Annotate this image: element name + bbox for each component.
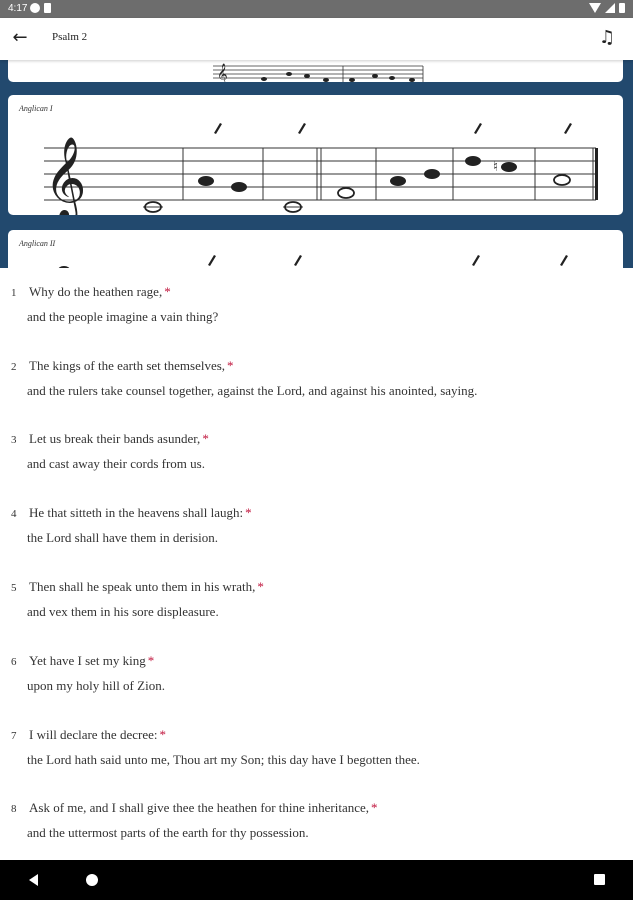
pointing-star: * (371, 800, 378, 815)
verse-8 (11, 800, 378, 841)
verse-number: 8 (11, 803, 17, 815)
verse-line-2: upon my holy hill of Zion. (27, 678, 165, 693)
verse-number: 1 (11, 287, 17, 299)
verse-1 (11, 284, 218, 325)
back-arrow-icon[interactable]: ← (12, 27, 28, 48)
verse-line-2: and vex them in his sore displeasure. (27, 604, 219, 619)
verse-line-2: the Lord hath said unto me, Thou art my Son; this day have I begotten thee. (27, 752, 420, 767)
status-time: 4:17 (8, 3, 28, 14)
sd-card-icon (44, 3, 51, 13)
psalm-text[interactable] (0, 270, 633, 860)
verse-line-1: Yet have I set my king (29, 653, 146, 668)
verse-number: 7 (11, 730, 17, 742)
chant-label: Anglican II (19, 239, 56, 248)
page-title: Psalm 2 (52, 31, 88, 43)
verse-4 (11, 505, 252, 546)
system-nav-bar (0, 860, 633, 900)
chant-card-anglican-1[interactable] (8, 95, 623, 215)
anglican-1-staff (8, 95, 623, 215)
nav-back-icon[interactable] (29, 874, 38, 886)
chant-label: Anglican I (19, 104, 53, 113)
verse-number: 4 (11, 508, 17, 520)
verse-7 (11, 727, 420, 768)
nav-home-icon[interactable] (86, 874, 98, 886)
verse-line-2: the Lord shall have them in derision. (27, 530, 218, 545)
status-icons (30, 3, 51, 13)
nav-recents-icon[interactable] (594, 874, 605, 885)
music-note-icon[interactable]: ♫ (599, 27, 616, 48)
verse-3 (11, 431, 209, 472)
verse-line-2: and cast away their cords from us. (27, 456, 205, 471)
pointing-star: * (164, 284, 171, 299)
previous-chant-staff (8, 60, 623, 82)
svg-text:𝄞: 𝄞 (217, 64, 228, 82)
pointing-star: * (245, 505, 252, 520)
verse-6 (11, 653, 165, 694)
svg-text:𝄞: 𝄞 (44, 135, 87, 215)
pointing-star: * (159, 727, 166, 742)
anglican-2-staff (8, 230, 623, 268)
app-bar (0, 18, 633, 60)
verse-line-1: Ask of me, and I shall give thee the heathen for thine inheritance, (29, 800, 370, 815)
battery-icon (619, 3, 625, 13)
verse-number: 2 (11, 361, 17, 373)
chant-panel[interactable] (0, 60, 633, 268)
pointing-star: * (257, 579, 264, 594)
verse-number: 6 (11, 656, 17, 668)
verse-number: 5 (11, 582, 17, 594)
verse-line-1: I will declare the decree: (29, 727, 158, 742)
verse-number: 3 (11, 434, 17, 446)
verse-2 (11, 358, 477, 399)
signal-icon (605, 3, 615, 13)
google-icon (30, 3, 40, 13)
status-right-icons (589, 3, 625, 13)
pointing-star: * (147, 653, 155, 668)
verse-line-2: and the uttermost parts of the earth for thy possession. (27, 825, 309, 840)
pointing-star: * (227, 358, 234, 373)
pointing-star: * (202, 431, 209, 446)
verse-line-1: The kings of the earth set themselves, (29, 358, 226, 373)
svg-text:♮: ♮ (493, 159, 499, 175)
verse-line-1: He that sitteth in the heavens shall laugh: (29, 505, 244, 520)
verse-line-2: and the people imagine a vain thing? (27, 309, 219, 324)
verse-5 (11, 579, 264, 620)
wifi-icon (589, 3, 601, 13)
chant-card-previous[interactable] (8, 60, 623, 82)
verse-line-1: Why do the heathen rage, (29, 284, 163, 299)
verse-line-2: and the rulers take counsel together, against the Lord, and against his anointed, saying. (27, 383, 478, 398)
verse-line-1: Then shall he speak unto them in his wrath, (29, 579, 256, 594)
verse-line-1: Let us break their bands asunder, (29, 431, 201, 446)
status-bar (0, 0, 633, 18)
chant-card-anglican-2[interactable] (8, 230, 623, 268)
